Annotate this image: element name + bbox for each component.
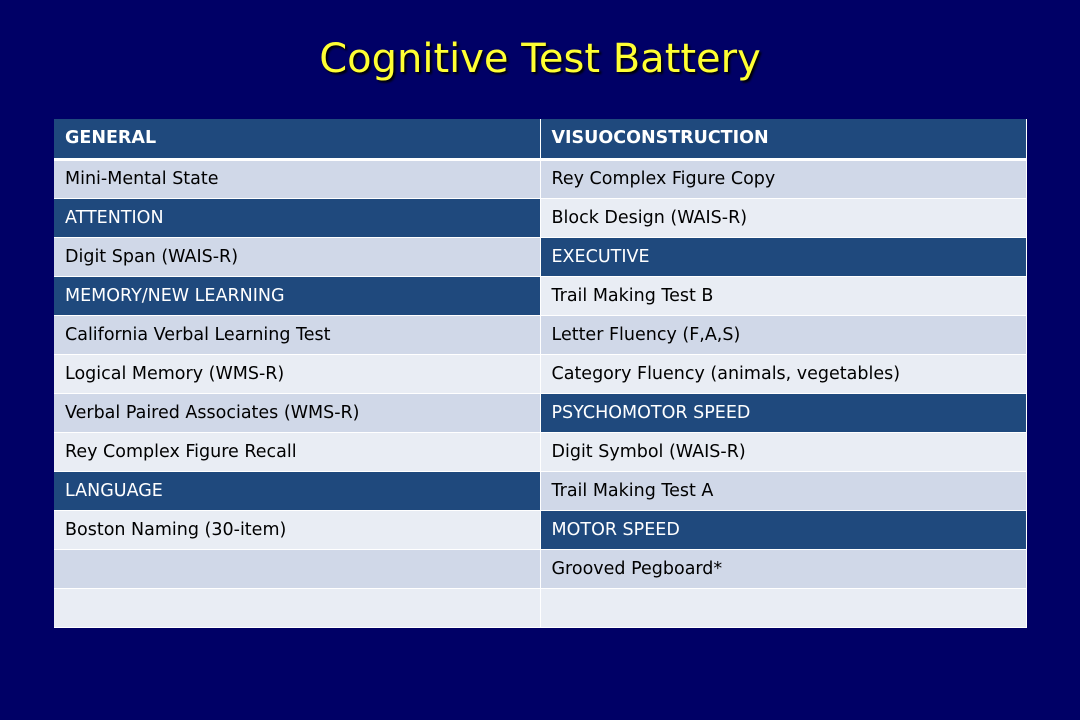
section-label-psychomotor-speed: PSYCHOMOTOR SPEED <box>540 393 1026 432</box>
table-row <box>54 276 1026 315</box>
table-row <box>54 432 1026 471</box>
table-cell: Mini-Mental State <box>54 159 540 198</box>
section-label-memory: MEMORY/NEW LEARNING <box>54 276 540 315</box>
test-battery-table <box>54 119 1027 628</box>
table-cell: Rey Complex Figure Copy <box>540 159 1026 198</box>
table-cell-empty <box>54 549 540 588</box>
table-row <box>54 159 1026 198</box>
table-cell: Verbal Paired Associates (WMS-R) <box>54 393 540 432</box>
table-cell-empty <box>54 588 540 627</box>
table-row <box>54 237 1026 276</box>
table-row <box>54 393 1026 432</box>
table-cell: Letter Fluency (F,A,S) <box>540 315 1026 354</box>
table-cell: Logical Memory (WMS-R) <box>54 354 540 393</box>
section-label-executive: EXECUTIVE <box>540 237 1026 276</box>
table-cell: Block Design (WAIS-R) <box>540 198 1026 237</box>
table-cell: Boston Naming (30-item) <box>54 510 540 549</box>
table-row <box>54 588 1026 627</box>
table-row <box>54 198 1026 237</box>
table-cell: Grooved Pegboard* <box>540 549 1026 588</box>
section-label-attention: ATTENTION <box>54 198 540 237</box>
table-row <box>54 510 1026 549</box>
table-header-row <box>54 119 1026 159</box>
header-general: GENERAL <box>54 119 540 159</box>
table-row <box>54 315 1026 354</box>
table-row <box>54 354 1026 393</box>
table-cell: Category Fluency (animals, vegetables) <box>540 354 1026 393</box>
table-cell: Trail Making Test A <box>540 471 1026 510</box>
table-cell: Rey Complex Figure Recall <box>54 432 540 471</box>
table-row <box>54 471 1026 510</box>
table-cell: California Verbal Learning Test <box>54 315 540 354</box>
table-cell-empty <box>540 588 1026 627</box>
section-label-motor-speed: MOTOR SPEED <box>540 510 1026 549</box>
header-visuoconstruction: VISUOCONSTRUCTION <box>540 119 1026 159</box>
table-row <box>54 549 1026 588</box>
section-label-language: LANGUAGE <box>54 471 540 510</box>
table-cell: Digit Span (WAIS-R) <box>54 237 540 276</box>
slide-title: Cognitive Test Battery <box>319 36 761 82</box>
table-cell: Trail Making Test B <box>540 276 1026 315</box>
table-cell: Digit Symbol (WAIS-R) <box>540 432 1026 471</box>
